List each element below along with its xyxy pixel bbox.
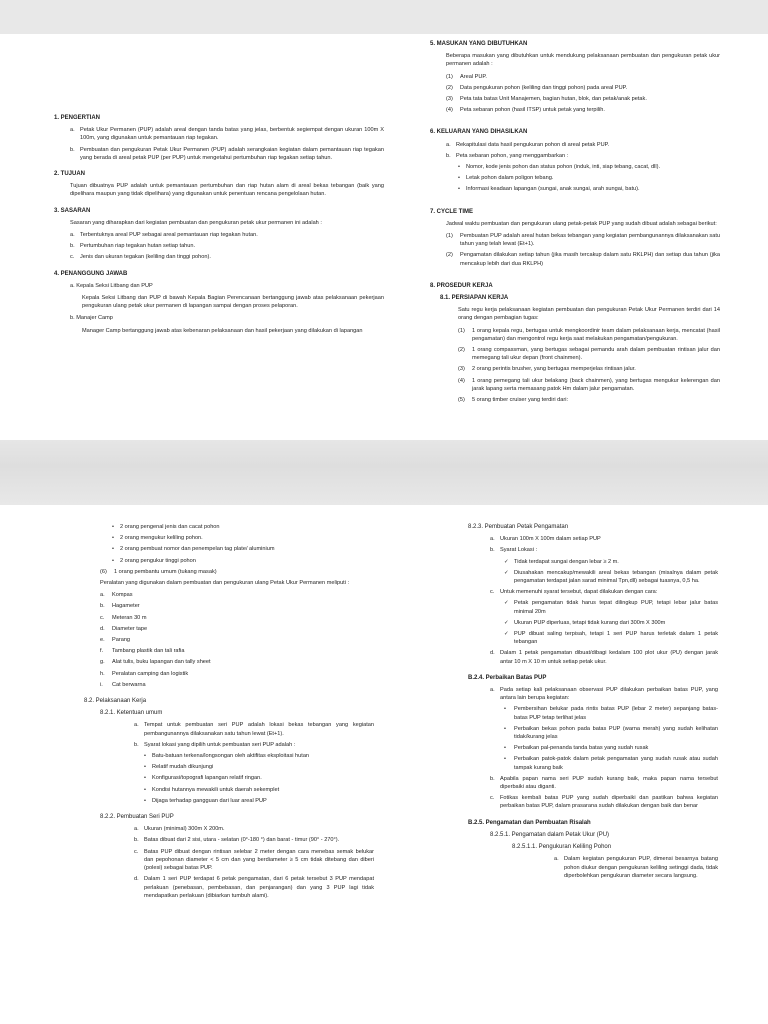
list-item: a. Dalam kegiatan pengukuran PUP, dimensi besarnya batang pohon diukur dengan pengukuran keliling setinggi dada, tidak diperbolehkan pengukuran diameter secara langsung. bbox=[554, 856, 718, 879]
paragraph: Satu regu kerja pelaksanaan kegiatan pembuatan dan pengukuran Petak Ukur Permanen terdiri dari 14 orang dengan pembagian tugas: bbox=[458, 307, 720, 322]
list-item: d. Dalam 1 seri PUP terdapat 6 petak pengamatan, dari 6 petak tersebut 3 PUP mendapat perlakuan (penebasan, pembebasan, dan penjarangan) dan yang 3 PUP lagi tidak mendapatkan perlakuan (dibiarkan tumbuh alami). bbox=[134, 876, 374, 899]
document-page-2 bbox=[0, 505, 768, 1024]
section-heading-tujuan: 2. TUJUAN bbox=[54, 171, 86, 178]
list-item: (2) Pengamatan dilakukan setiap tahun (jika masih tercakup dalam satu RKLPH) dan setiap dua tahun (jika mencakup lebih dari dua RKLPH) bbox=[446, 252, 720, 267]
paragraph: Tujuan dibuatnya PUP adalah untuk pemantauan pertumbuhan dan riap hutan alam di areal bekas tebangan (baik yang dipelihara maupun yang tidak dipelihara) yang digunakan untuk penentuan rencana pengelolaan hutan. bbox=[70, 183, 384, 198]
subheading-pengukuran-keliling: 8.2.5.1.1. Pengukuran Keliling Pohon bbox=[512, 844, 612, 851]
paragraph: Beberapa masukan yang dibutuhkan untuk mendukung pelaksanaan pembuatan dan pengukuran petak ukur permanen adalah : bbox=[446, 53, 720, 68]
list-item: e. Parang bbox=[100, 637, 131, 644]
list-item: b. Batas dibuat dari 2 sisi, utara - selatan (0°-180 °) dan barat - timur (90° - 270°). bbox=[134, 837, 340, 844]
check-item: ✓ Diusahakan mencakup/mewakili areal bekas tebangan (misalnya dalam petak pengamatan terdapat jalan sarad minimal Tpn,dll) sebagai tuasnya, 0,5 ha. bbox=[504, 569, 718, 585]
list-item: (3) Peta tata batas Unit Manajemen, bagian hutan, blok, dan petak/anak petak. bbox=[446, 96, 647, 103]
list-item: c. Meteran 30 m bbox=[100, 614, 147, 621]
list-item: (1) 1 orang kepala regu, bertugas untuk mengkoordinir team dalam pelaksanaan kerja, mencatat (hasil pengamatan) dan mengontrol regu kerja saat melakukan pengamatan/pengukuran. bbox=[458, 327, 720, 342]
subheading-pengamatan-risalah: B.2.5. Pengamatan dan Pembuatan Risalah bbox=[468, 819, 591, 826]
subheading-pelaksanaan: 8.2. Pelaksanaan Kerja bbox=[84, 698, 147, 705]
list-item: h. Peralatan camping dan logistik bbox=[100, 670, 189, 677]
list-item: b. Hagameter bbox=[100, 603, 140, 610]
list-item: (4) Peta sebaran pohon (hasil ITSP) untuk petak yang terpilih. bbox=[446, 107, 605, 114]
list-item: (5) 5 orang timber cruiser yang terdiri dari: bbox=[458, 397, 569, 404]
list-item: (3) 2 orang perintis brusher, yang bertugas memperjelas rintisan jalur. bbox=[458, 366, 636, 373]
list-item: (2) Data pengukuran pohon (keliling dan tinggi pohon) pada areal PUP. bbox=[446, 84, 628, 91]
list-item: a. Petak Ukur Permanen (PUP) adalah areal dengan tanda batas yang jelas, berbentuk segiempat dengan ukuran 100m X 100m, yang digunakan untuk pemantauan riap tegakan. bbox=[70, 127, 384, 142]
list-item: i. Cat berwarna bbox=[100, 681, 146, 688]
list-item: a. Terbentuknya areal PUP sebagai areal pemantauan riap tegakan hutan. bbox=[70, 232, 258, 239]
check-item: ✓ Ukuran PUP diperluas, tetapi tidak kurang dari 300m X 300m bbox=[504, 619, 666, 626]
subheading: b. Manajer Camp bbox=[70, 315, 113, 322]
bullet-item: • Relatif mudah dikunjungi bbox=[144, 764, 214, 771]
document-page-1 bbox=[0, 0, 768, 445]
list-item: (1) Pembuatan PUP adalah areal hutan bekas tebangan yang kegiatan pembangunannya dilaksanakan satu tahun yang telah lewat (Et+1). bbox=[446, 233, 720, 248]
section-heading-sasaran: 3. SASARAN bbox=[54, 207, 91, 214]
bullet-item: • Perbaikan patok-patok dalam petak pengamatan yang sudah rusak atau sudah tampak kurang baik bbox=[504, 756, 718, 771]
bullet-item: • Kondisi hutannya mewakili untuk daerah sekemplet bbox=[144, 786, 280, 793]
list-item: c. Untuk memenuhi syarat tersebut, dapat dilakukan dengan cara: bbox=[490, 589, 658, 596]
bullet-item: • Dijaga terhadap gangguan dari luar areal PUP bbox=[144, 797, 267, 804]
section-heading-prosedur: 8. PROSEDUR KERJA bbox=[430, 282, 493, 289]
subheading-pembuatan-seri-pup: 8.2.2. Pembuatan Seri PUP bbox=[100, 814, 174, 821]
list-item: d. Dalam 1 petak pengamatan dibuat/dibagi kedalam 100 plot ukur (PU) dengan jarak antar 10 m X 10 m untuk setiap petak ukur. bbox=[490, 650, 718, 665]
list-item: b. Pembuatan dan pengukuran Petak Ukur Permanen (PUP) adalah serangkaian kegiatan dalam pemantauan riap tegakan yang berada di areal petak PUP (per PUP) untuk mengetahui pertumbuhan riap tegakan setiap tahun. bbox=[70, 146, 384, 161]
list-item: c. Jenis dan ukuran tegakan (keliling dan tinggi pohon). bbox=[70, 254, 211, 261]
bullet-item: • Nomor, kode jenis pohon dan status pohon (induk, inti, siap tebang, cacat, dll). bbox=[458, 164, 661, 171]
list-item: b. Apabila papan nama seri PUP sudah kurang baik, maka papan nama tersebut diperbaiki atau diganti. bbox=[490, 775, 718, 791]
list-item: a. Rekapitulasi data hasil pengukuran pohon di areal petak PUP. bbox=[446, 141, 610, 148]
paragraph: Manager Camp bertanggung jawab atas kebenaran pelaksanaan dan hasil pekerjaan yang dilakukan di lapangan bbox=[82, 327, 363, 334]
page-top-bar bbox=[0, 0, 768, 34]
list-item: g. Alat tulis, buku lapangan dan tally sheet bbox=[100, 659, 211, 666]
subheading-perbaikan-batas: B.2.4. Perbaikan Batas PUP bbox=[468, 674, 547, 681]
list-item: a. Ukuran (minimal) 300m X 200m. bbox=[134, 826, 225, 833]
paragraph: Jadwal waktu pembuatan dan pengukuran ulang petak-petak PUP yang sudah dibuat adalah sebagai berikut: bbox=[446, 220, 717, 227]
paragraph: Peralatan yang digunakan dalam pembuatan dan pengukuran ulang Petak Ukur Permanen meliputi : bbox=[100, 580, 350, 587]
subheading-pembuatan-petak: 8.2.3. Pembuatan Petak Pengamatan bbox=[468, 524, 569, 530]
list-item: b. Peta sebaran pohon, yang menggambarkan : bbox=[446, 152, 569, 159]
page2-right-column bbox=[468, 523, 718, 883]
list-item: b. Syarat Lokasi : bbox=[490, 547, 537, 554]
list-item: a. Kompas bbox=[100, 592, 133, 599]
list-item: d. Diameter tape bbox=[100, 625, 148, 632]
subheading-persiapan: 8.1. PERSIAPAN KERJA bbox=[440, 295, 509, 302]
list-item: (4) 1 orang pemegang tali ukur belakang (back chainmen), yang bertugas mengukur kelerengan dan jarak lapang serta memasang patok Hm dalam jalur pengamatan. bbox=[458, 377, 720, 392]
subheading-ketentuan-umum: 8.2.1. Ketentuan umum bbox=[100, 710, 163, 717]
subheading: a. Kepala Seksi Litbang dan PUP bbox=[70, 282, 153, 289]
bullet-item: • Konfigurasi/topografi lapangan relatif ringan. bbox=[144, 775, 262, 782]
list-item: f. Tambang plastik dan tali rafia bbox=[100, 648, 185, 655]
bullet-item: • 2 orang pengenal jenis dan cacat pohon bbox=[112, 524, 220, 530]
list-item: (1) Areal PUP. bbox=[446, 73, 487, 80]
subheading-pengamatan-pu: 8.2.5.1. Pengamatan dalam Petak Ukur (PU) bbox=[490, 831, 610, 838]
page-separator bbox=[0, 440, 768, 505]
list-item: a. Tempat untuk pembuatan seri PUP adalah lokasi bekas tebangan yang kegiatan pembangunannya dilaksanakan satu tahun lewat (Et+1). bbox=[134, 722, 374, 737]
paragraph: Sasaran yang diharapkan dari kegiatan pembuatan dan pengukuran petak ukur permanen ini adalah : bbox=[70, 219, 322, 226]
bullet-item: • 2 orang pengukur tinggi pohon bbox=[112, 557, 196, 564]
check-item: ✓ Tidak terdapat sungai dengan lebar ≥ 2 m. bbox=[504, 558, 619, 565]
list-item: a. Ukuran 100m X 100m dalam setiap PUP bbox=[490, 536, 601, 543]
section-heading-keluaran: 6. KELUARAN YANG DIHASILKAN bbox=[430, 129, 528, 136]
paragraph: Kepala Seksi Litbang dan PUP di bawah Kepala Bagian Perencanaan bertanggung jawab atas pelaksanaan pekerjaan pengukuran ulang petak ukur permanen di lapangan sampai dengan proses pelaporan. bbox=[82, 295, 384, 310]
section-heading-masukan: 5. MASUKAN YANG DIBUTUHKAN bbox=[430, 41, 528, 47]
bullet-item: • 2 orang pembuat nomor dan penempelan tag plate/ aluminium bbox=[112, 546, 275, 553]
check-item: ✓ PUP dibuat saling terpisah, tetapi 1 seri PUP harus terletak dalam 1 petak tebangan bbox=[504, 631, 718, 646]
list-item: b. Syarat lokasi yang dipilih untuk pembuatan seri PUP adalah : bbox=[134, 741, 296, 748]
list-item: b. Pertumbuhan riap tegakan hutan setiap tahun. bbox=[70, 243, 196, 250]
bullet-item: • Pembersihan belukar pada rintis batas PUP (lebar 2 meter) sepanjang batas-batas PUP tetap terlihat jelas bbox=[504, 706, 718, 721]
section-heading-penanggung-jawab: 4. PENANGGUNG JAWAB bbox=[54, 270, 128, 277]
list-item: (6) 1 orang pembantu umum (tukang masak) bbox=[100, 568, 217, 575]
bullet-item: • Letak pohon dalam poligon tebang. bbox=[458, 175, 554, 182]
bullet-item: • Perbaikan bekas pohon pada batas PUP (warna merah) yang sudah kelihatan tidak/kurang jelas bbox=[504, 725, 718, 741]
list-item: (2) 1 orang compassman, yang bertugas sebagai pemandu arah dalam pembuatan rintisan jalur dan memegang tali ukur depan (front chainmen). bbox=[458, 347, 720, 362]
section-heading-cycle-time: 7. CYCLE TIME bbox=[430, 208, 474, 215]
list-item: c. Batas PUP dibuat dengan rintisan selebar 2 meter dengan cara menebas semak belukar dan pepohonan diameter < 5 cm dan yang berdiameter ≥ 5 cm tidak ditebang dan diberi (polesi) sebagai batas PUP. bbox=[134, 848, 374, 872]
page2-left-column bbox=[84, 523, 374, 903]
page1-left-column bbox=[54, 114, 384, 339]
list-item: c. Fotikas kembali batas PUP yang sudah diperbaiki dan pastikan bahwa kegiatan perbaikan batas PUP, dalam prasarana sudah dilakukan dengan baik dan benar bbox=[490, 795, 718, 810]
list-item: a. Pada setiap kali pelaksanaan observasi PUP dilakukan perbaikan batas PUP, yang antara lain berupa kegiatan: bbox=[490, 687, 718, 702]
bullet-item: • Perbaikan pal-penanda tanda batas yang sudah rusak bbox=[504, 745, 649, 752]
page1-right-column bbox=[430, 40, 720, 407]
section-heading-pengertian: 1. PENGERTIAN bbox=[54, 115, 101, 121]
bullet-item: • 2 orang mengukur keliling pohon. bbox=[112, 535, 203, 542]
bullet-item: • Batu-batuan terkena/longsongan oleh aktifitas eksploitasi hutan bbox=[144, 753, 310, 760]
bullet-item: • Informasi keadaan lapangan (sungai, anak sungai, arah sungai, batu). bbox=[458, 186, 640, 193]
check-item: ✓ Petak pengamatan tidak harus tepat dilingkup PUP, tetapi lebar jalur batas minimal 20m bbox=[504, 600, 718, 615]
